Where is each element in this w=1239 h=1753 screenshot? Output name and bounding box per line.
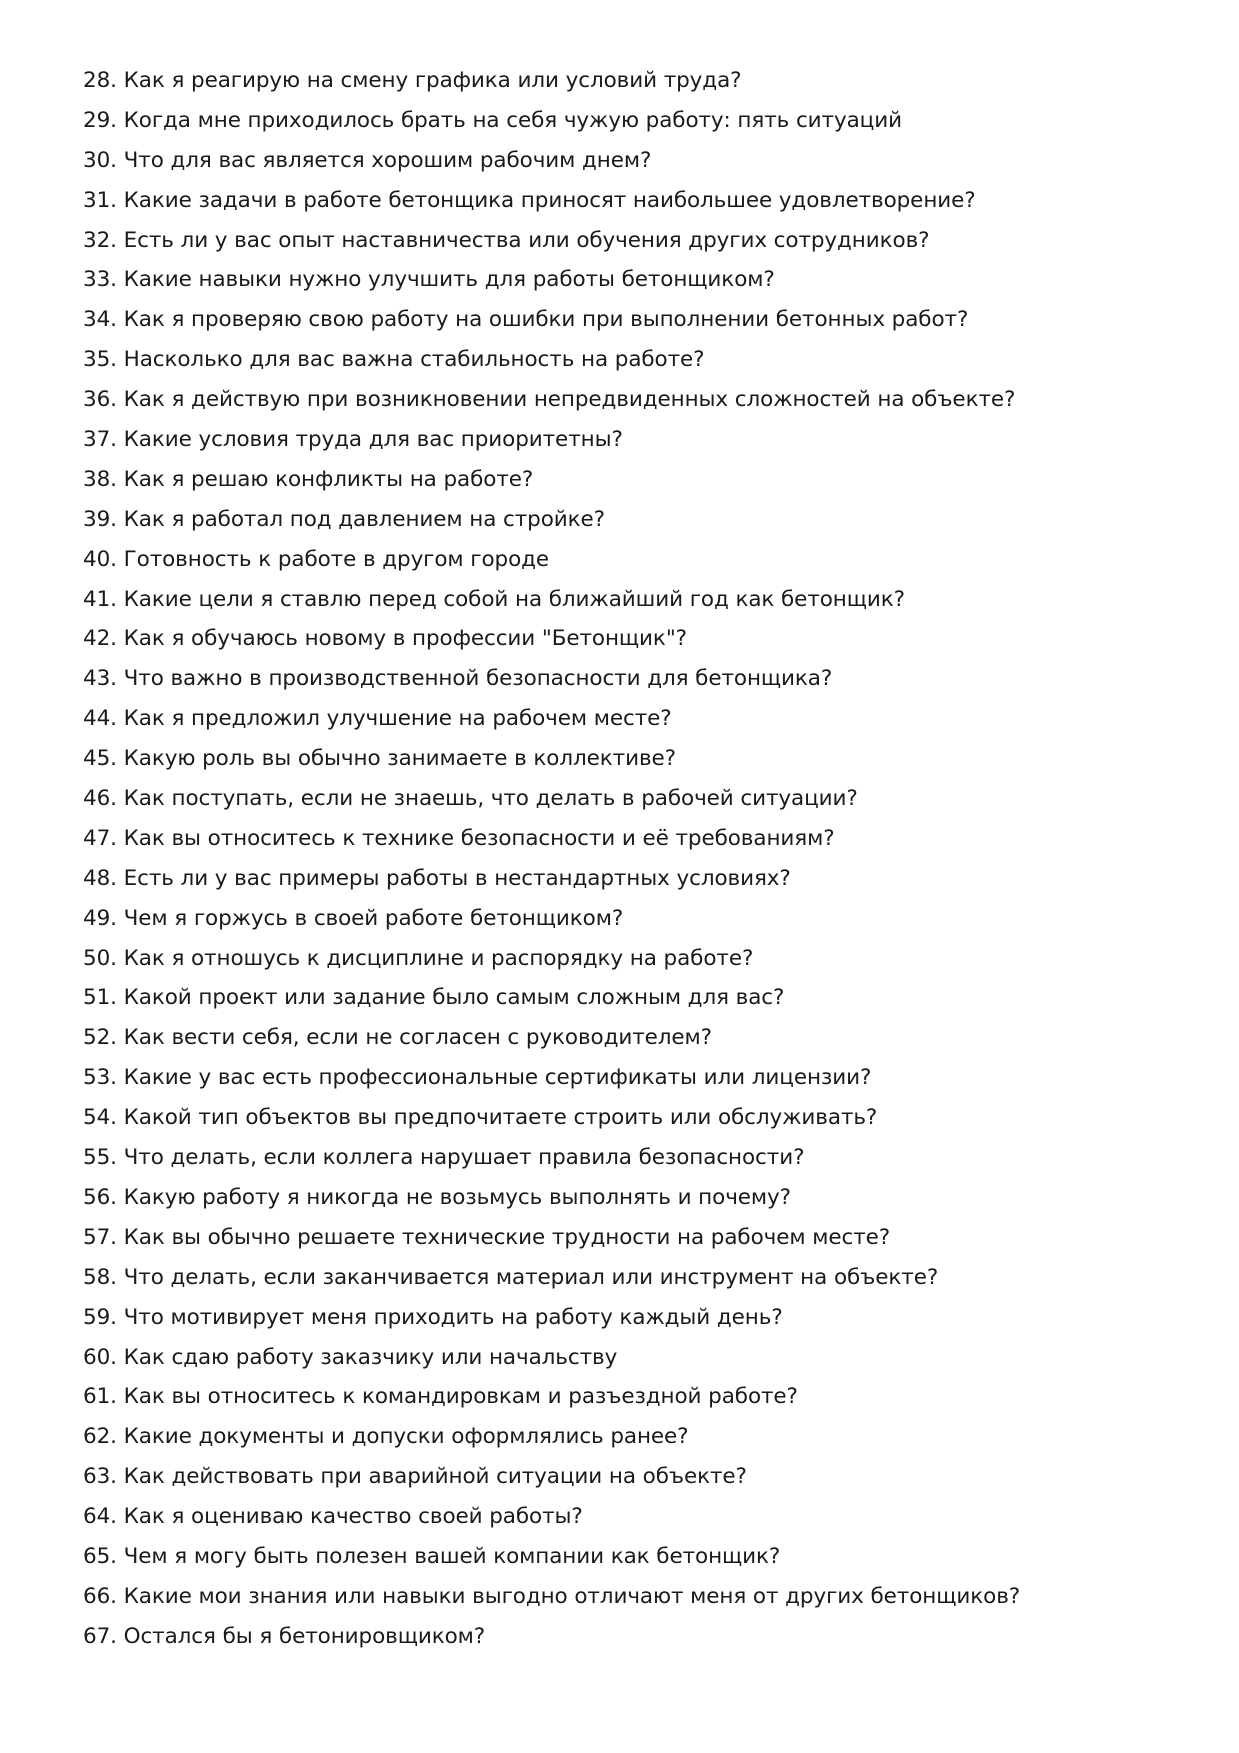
list-item: 43. Что важно в производственной безопасности для бетонщика?: [83, 666, 833, 692]
list-item: 64. Как я оцениваю качество своей работы?: [83, 1504, 583, 1530]
list-item: 44. Как я предложил улучшение на рабочем месте?: [83, 706, 672, 732]
list-item: 41. Какие цели я ставлю перед собой на ближайший год как бетонщик?: [83, 586, 905, 612]
list-item: 37. Какие условия труда для вас приоритетны?: [83, 427, 623, 453]
list-item: 30. Что для вас является хорошим рабочим днем?: [83, 147, 652, 173]
list-item: 59. Что мотивирует меня приходить на работу каждый день?: [83, 1304, 783, 1330]
question-list: [83, 61, 1020, 1657]
list-item: 63. Как действовать при аварийной ситуации на объекте?: [83, 1464, 747, 1490]
list-item: 46. Как поступать, если не знаешь, что делать в рабочей ситуации?: [83, 786, 858, 812]
list-item: 65. Чем я могу быть полезен вашей компании как бетонщик?: [83, 1543, 781, 1569]
list-item: 33. Какие навыки нужно улучшить для работы бетонщиком?: [83, 267, 775, 293]
list-item: 56. Какую работу я никогда не возьмусь выполнять и почему?: [83, 1184, 791, 1210]
list-item: 53. Какие у вас есть профессиональные сертификаты или лицензии?: [83, 1065, 872, 1091]
list-item: 48. Есть ли у вас примеры работы в нестандартных условиях?: [83, 865, 791, 891]
list-item: 35. Насколько для вас важна стабильность на работе?: [83, 347, 705, 373]
list-item: 58. Что делать, если заканчивается материал или инструмент на объекте?: [83, 1264, 939, 1290]
list-item: 34. Как я проверяю свою работу на ошибки при выполнении бетонных работ?: [83, 307, 969, 333]
list-item: 32. Есть ли у вас опыт наставничества или обучения других сотрудников?: [83, 227, 930, 253]
list-item: 28. Как я реагирую на смену графика или условий труда?: [83, 68, 742, 93]
list-item: 38. Как я решаю конфликты на работе?: [83, 466, 534, 492]
list-item: 55. Что делать, если коллега нарушает правила безопасности?: [83, 1145, 805, 1171]
list-item: 50. Как я отношусь к дисциплине и распорядку на работе?: [83, 945, 754, 971]
list-item: 66. Какие мои знания или навыки выгодно отличают меня от других бетонщиков?: [83, 1583, 1021, 1609]
list-item: 51. Какой проект или задание было самым сложным для вас?: [83, 985, 785, 1011]
list-item: 31. Какие задачи в работе бетонщика приносят наибольшее удовлетворение?: [83, 187, 976, 213]
list-item: 39. Как я работал под давлением на стройке?: [83, 506, 605, 532]
list-item: 52. Как вести себя, если не согласен с руководителем?: [83, 1025, 712, 1051]
list-item: 36. Как я действую при возникновении непредвиденных сложностей на объекте?: [83, 387, 1016, 413]
list-item: 29. Когда мне приходилось брать на себя чужую работу: пять ситуаций: [83, 107, 902, 133]
list-item: 67. Остался бы я бетонировщиком?: [83, 1623, 486, 1649]
list-item: 40. Готовность к работе в другом городе: [83, 546, 550, 572]
list-item: 49. Чем я горжусь в своей работе бетонщиком?: [83, 905, 624, 931]
list-item: 54. Какой тип объектов вы предпочитаете строить или обслуживать?: [83, 1105, 878, 1131]
list-item: 45. Какую роль вы обычно занимаете в коллективе?: [83, 746, 676, 772]
list-item: 61. Как вы относитесь к командировкам и разъездной работе?: [83, 1384, 798, 1410]
list-item: 62. Какие документы и допуски оформлялись ранее?: [83, 1424, 689, 1450]
list-item: 42. Как я обучаюсь новому в профессии "Бетонщик"?: [83, 626, 687, 652]
list-item: 47. Как вы относитесь к технике безопасности и её требованиям?: [83, 825, 835, 851]
list-item: 60. Как сдаю работу заказчику или начальству: [83, 1344, 618, 1370]
list-item: 57. Как вы обычно решаете технические трудности на рабочем месте?: [83, 1224, 891, 1250]
